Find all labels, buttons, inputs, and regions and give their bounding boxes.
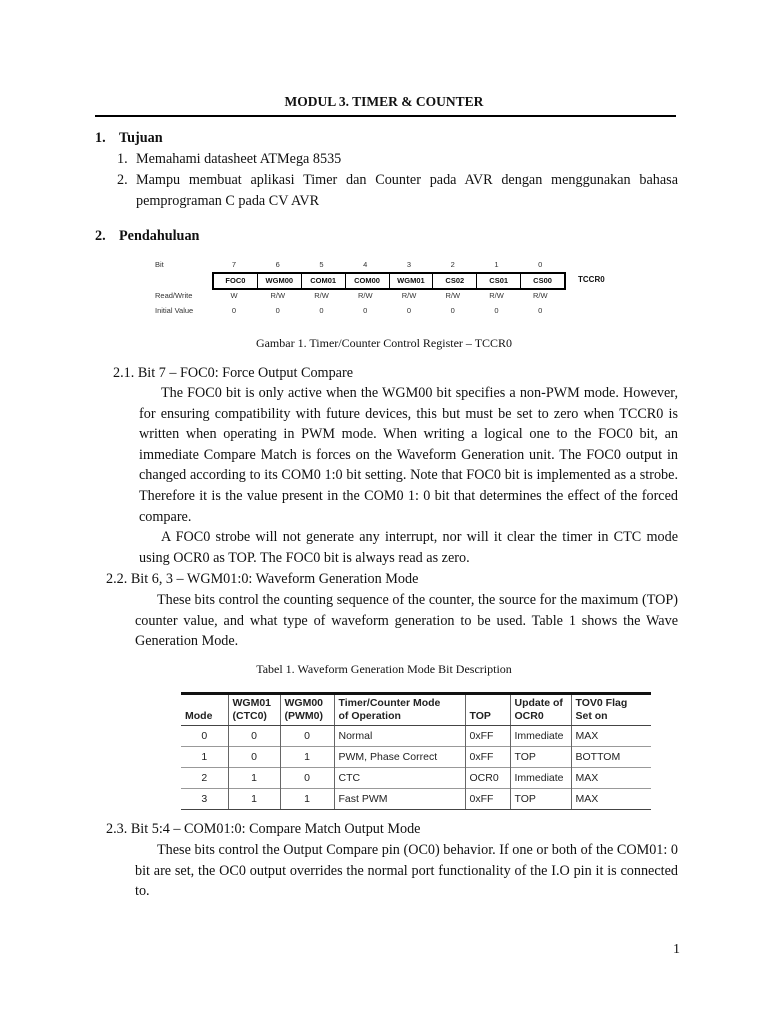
initial-value: 0 <box>231 306 237 315</box>
table-cell: 1 <box>228 768 280 789</box>
register-name: TCCR0 <box>578 275 605 284</box>
register-bit: CS01 <box>477 274 521 288</box>
table-cell: 1 <box>181 747 228 768</box>
initial-value: 0 <box>538 306 543 315</box>
bit-number: 5 <box>319 260 324 269</box>
table-row <box>181 789 651 810</box>
section-2-heading <box>95 228 199 245</box>
table-header-cell <box>228 694 280 726</box>
header-line: TOP <box>469 710 491 722</box>
register-bit: FOC0 <box>214 274 258 288</box>
table-body <box>181 726 651 810</box>
table-cell: 3 <box>181 789 228 810</box>
table-cell: 0 <box>181 726 228 747</box>
paragraph: A FOC0 strobe will not generate any interrupt, nor will it clear the timer in CTC mode using OCR0 as TOP. The FOC0 bit is always read as zero. <box>139 529 678 566</box>
initial-value: 0 <box>450 306 455 315</box>
figure-caption: Gambar 1. Timer/Counter Control Register – TCCR0 <box>255 336 513 350</box>
bit-number: 7 <box>231 260 237 269</box>
table-cell: 0xFF <box>465 747 510 768</box>
table-cell: Fast PWM <box>334 789 465 810</box>
row-label-initial-value: Initial Value <box>155 306 194 315</box>
header-line: (CTC0) <box>232 710 267 722</box>
section-2-title: Pendahuluan <box>119 228 200 244</box>
table-cell: MAX <box>571 768 651 789</box>
subsection-2-1-body <box>139 383 678 568</box>
bit-number: 1 <box>494 260 499 269</box>
table-cell: Normal <box>334 726 465 747</box>
table-cell: TOP <box>510 789 571 810</box>
title-rule <box>95 115 676 117</box>
table-cell: 0xFF <box>465 789 510 810</box>
register-bit: CS02 <box>433 274 477 288</box>
read-write-value: R/W <box>532 291 548 300</box>
read-write-value: W <box>230 291 238 300</box>
header-line: WGM01 <box>232 697 272 709</box>
read-write-value: R/W <box>489 291 504 300</box>
subsection-2-3-body <box>135 840 678 902</box>
header-line: Mode <box>185 710 213 722</box>
read-write-value: R/W <box>401 291 417 300</box>
header-line: Update of <box>514 697 563 709</box>
initial-value: 0 <box>319 306 324 315</box>
row-label-read-write: Read/Write <box>155 291 193 300</box>
table-header-cell <box>510 694 571 726</box>
read-write-value: R/W <box>445 291 461 300</box>
bit-number: 4 <box>363 260 368 269</box>
table-caption: Tabel 1. Waveform Generation Mode Bit Description <box>256 662 512 676</box>
table-row <box>181 747 651 768</box>
read-write-value: R/W <box>270 291 286 300</box>
bit-number: 3 <box>406 260 412 269</box>
waveform-mode-table <box>181 692 651 810</box>
table-cell: Immediate <box>510 726 571 747</box>
table-cell: Immediate <box>510 768 571 789</box>
table-header-cell <box>571 694 651 726</box>
table-header-cell <box>334 694 465 726</box>
row-label-bit: Bit <box>155 260 164 269</box>
table-cell: 1 <box>228 789 280 810</box>
table-header-cell <box>465 694 510 726</box>
table-cell: CTC <box>334 768 465 789</box>
bit-number: 2 <box>450 260 455 269</box>
objective-item-1 <box>117 149 678 170</box>
initial-value: 0 <box>275 306 280 315</box>
subsection-2-2-heading: 2.2. Bit 6, 3 – WGM01:0: Waveform Generation Mode <box>106 571 419 587</box>
objective-text: Memahami datasheet ATMega 8535 <box>136 151 342 167</box>
header-line: WGM00 <box>284 697 324 709</box>
table-cell: 2 <box>181 768 228 789</box>
initial-value: 0 <box>363 306 368 315</box>
table-cell: TOP <box>510 747 571 768</box>
page-title: MODUL 3. TIMER & COUNTER <box>284 94 484 109</box>
objective-number: 1. <box>117 151 128 167</box>
table-cell: PWM, Phase Correct <box>334 747 465 768</box>
table-cell: 1 <box>280 747 334 768</box>
objective-number: 2. <box>117 172 128 188</box>
section-1-heading <box>95 130 163 147</box>
read-write-value: R/W <box>357 291 373 300</box>
table-cell: 1 <box>280 789 334 810</box>
register-bit: WGM01 <box>390 274 434 288</box>
table-row <box>181 768 651 789</box>
table-cell: BOTTOM <box>571 747 651 768</box>
header-line <box>185 697 224 710</box>
header-line <box>470 697 506 710</box>
objective-text: Mampu membuat aplikasi Timer dan Counter pada AVR dengan menggunakan bahasa pemprograman C pada CV AVR <box>136 172 678 209</box>
register-bit-box <box>212 272 566 290</box>
header-line: of Operation <box>338 710 401 722</box>
subsection-2-2-body <box>135 590 678 652</box>
paragraph: These bits control the Output Compare pin (OC0) behavior. If one or both of the COM01: 0 bit are set, the OC0 output overrides the normal port functionality of the I.O pin it is connected to. <box>135 842 678 900</box>
page-number: 1 <box>673 942 680 957</box>
table-cell: 0 <box>280 768 334 789</box>
table-row <box>181 726 651 747</box>
section-1-title: Tujuan <box>119 130 163 146</box>
table-cell: 0 <box>228 747 280 768</box>
register-bit: WGM00 <box>258 274 302 288</box>
header-line: (PWM0) <box>284 710 323 722</box>
tccr0-register-figure <box>150 256 620 326</box>
table-cell: 0xFF <box>465 726 510 747</box>
table-header-row <box>181 694 651 726</box>
section-1-number: 1. <box>95 130 106 146</box>
header-line: OCR0 <box>514 710 544 722</box>
paragraph: These bits control the counting sequence of the counter, the source for the maximum (TOP) counter value, and what type of waveform generation to be used. Table 1 shows the Wave Generation Mode. <box>135 592 678 650</box>
section-2-number: 2. <box>95 228 106 244</box>
header-line: Timer/Counter Mode <box>338 697 441 709</box>
table-cell: MAX <box>571 726 651 747</box>
bit-number: 0 <box>538 260 543 269</box>
header-line: Set on <box>575 710 608 722</box>
header-line: TOV0 Flag <box>575 697 628 709</box>
initial-value: 0 <box>406 306 412 315</box>
table-cell: MAX <box>571 789 651 810</box>
register-bit: COM01 <box>302 274 346 288</box>
bit-number: 6 <box>275 260 280 269</box>
paragraph: The FOC0 bit is only active when the WGM00 bit specifies a non-PWM mode. However, for ensuring compatibility with future devices, this but must be set to zero when TCCR0 is written when operating in PWM mode. When writing a logical one to the FOC0 bit, an immediate Compare Match is forces on the Waveform Generation unit. The FOC0 output in changed according to its COM0 1:0 bit setting. Note that FOC0 bit is implemented as a strobe. Therefore it is the value present in the COM0 1: 0 bit that determines the effect of the forced compare. <box>139 385 678 525</box>
table-cell: 0 <box>280 726 334 747</box>
table-cell: 0 <box>228 726 280 747</box>
subsection-2-1-heading: 2.1. Bit 7 – FOC0: Force Output Compare <box>113 365 353 381</box>
register-bit: CS00 <box>533 276 552 285</box>
table-cell: OCR0 <box>465 768 510 789</box>
subsection-2-3-heading: 2.3. Bit 5:4 – COM01:0: Compare Match Output Mode <box>106 821 421 837</box>
objective-item-2 <box>117 170 678 211</box>
register-bit: COM00 <box>346 274 390 288</box>
initial-value: 0 <box>494 306 499 315</box>
table-header-cell <box>280 694 334 726</box>
table-header-cell <box>181 694 228 726</box>
read-write-value: R/W <box>314 291 329 300</box>
